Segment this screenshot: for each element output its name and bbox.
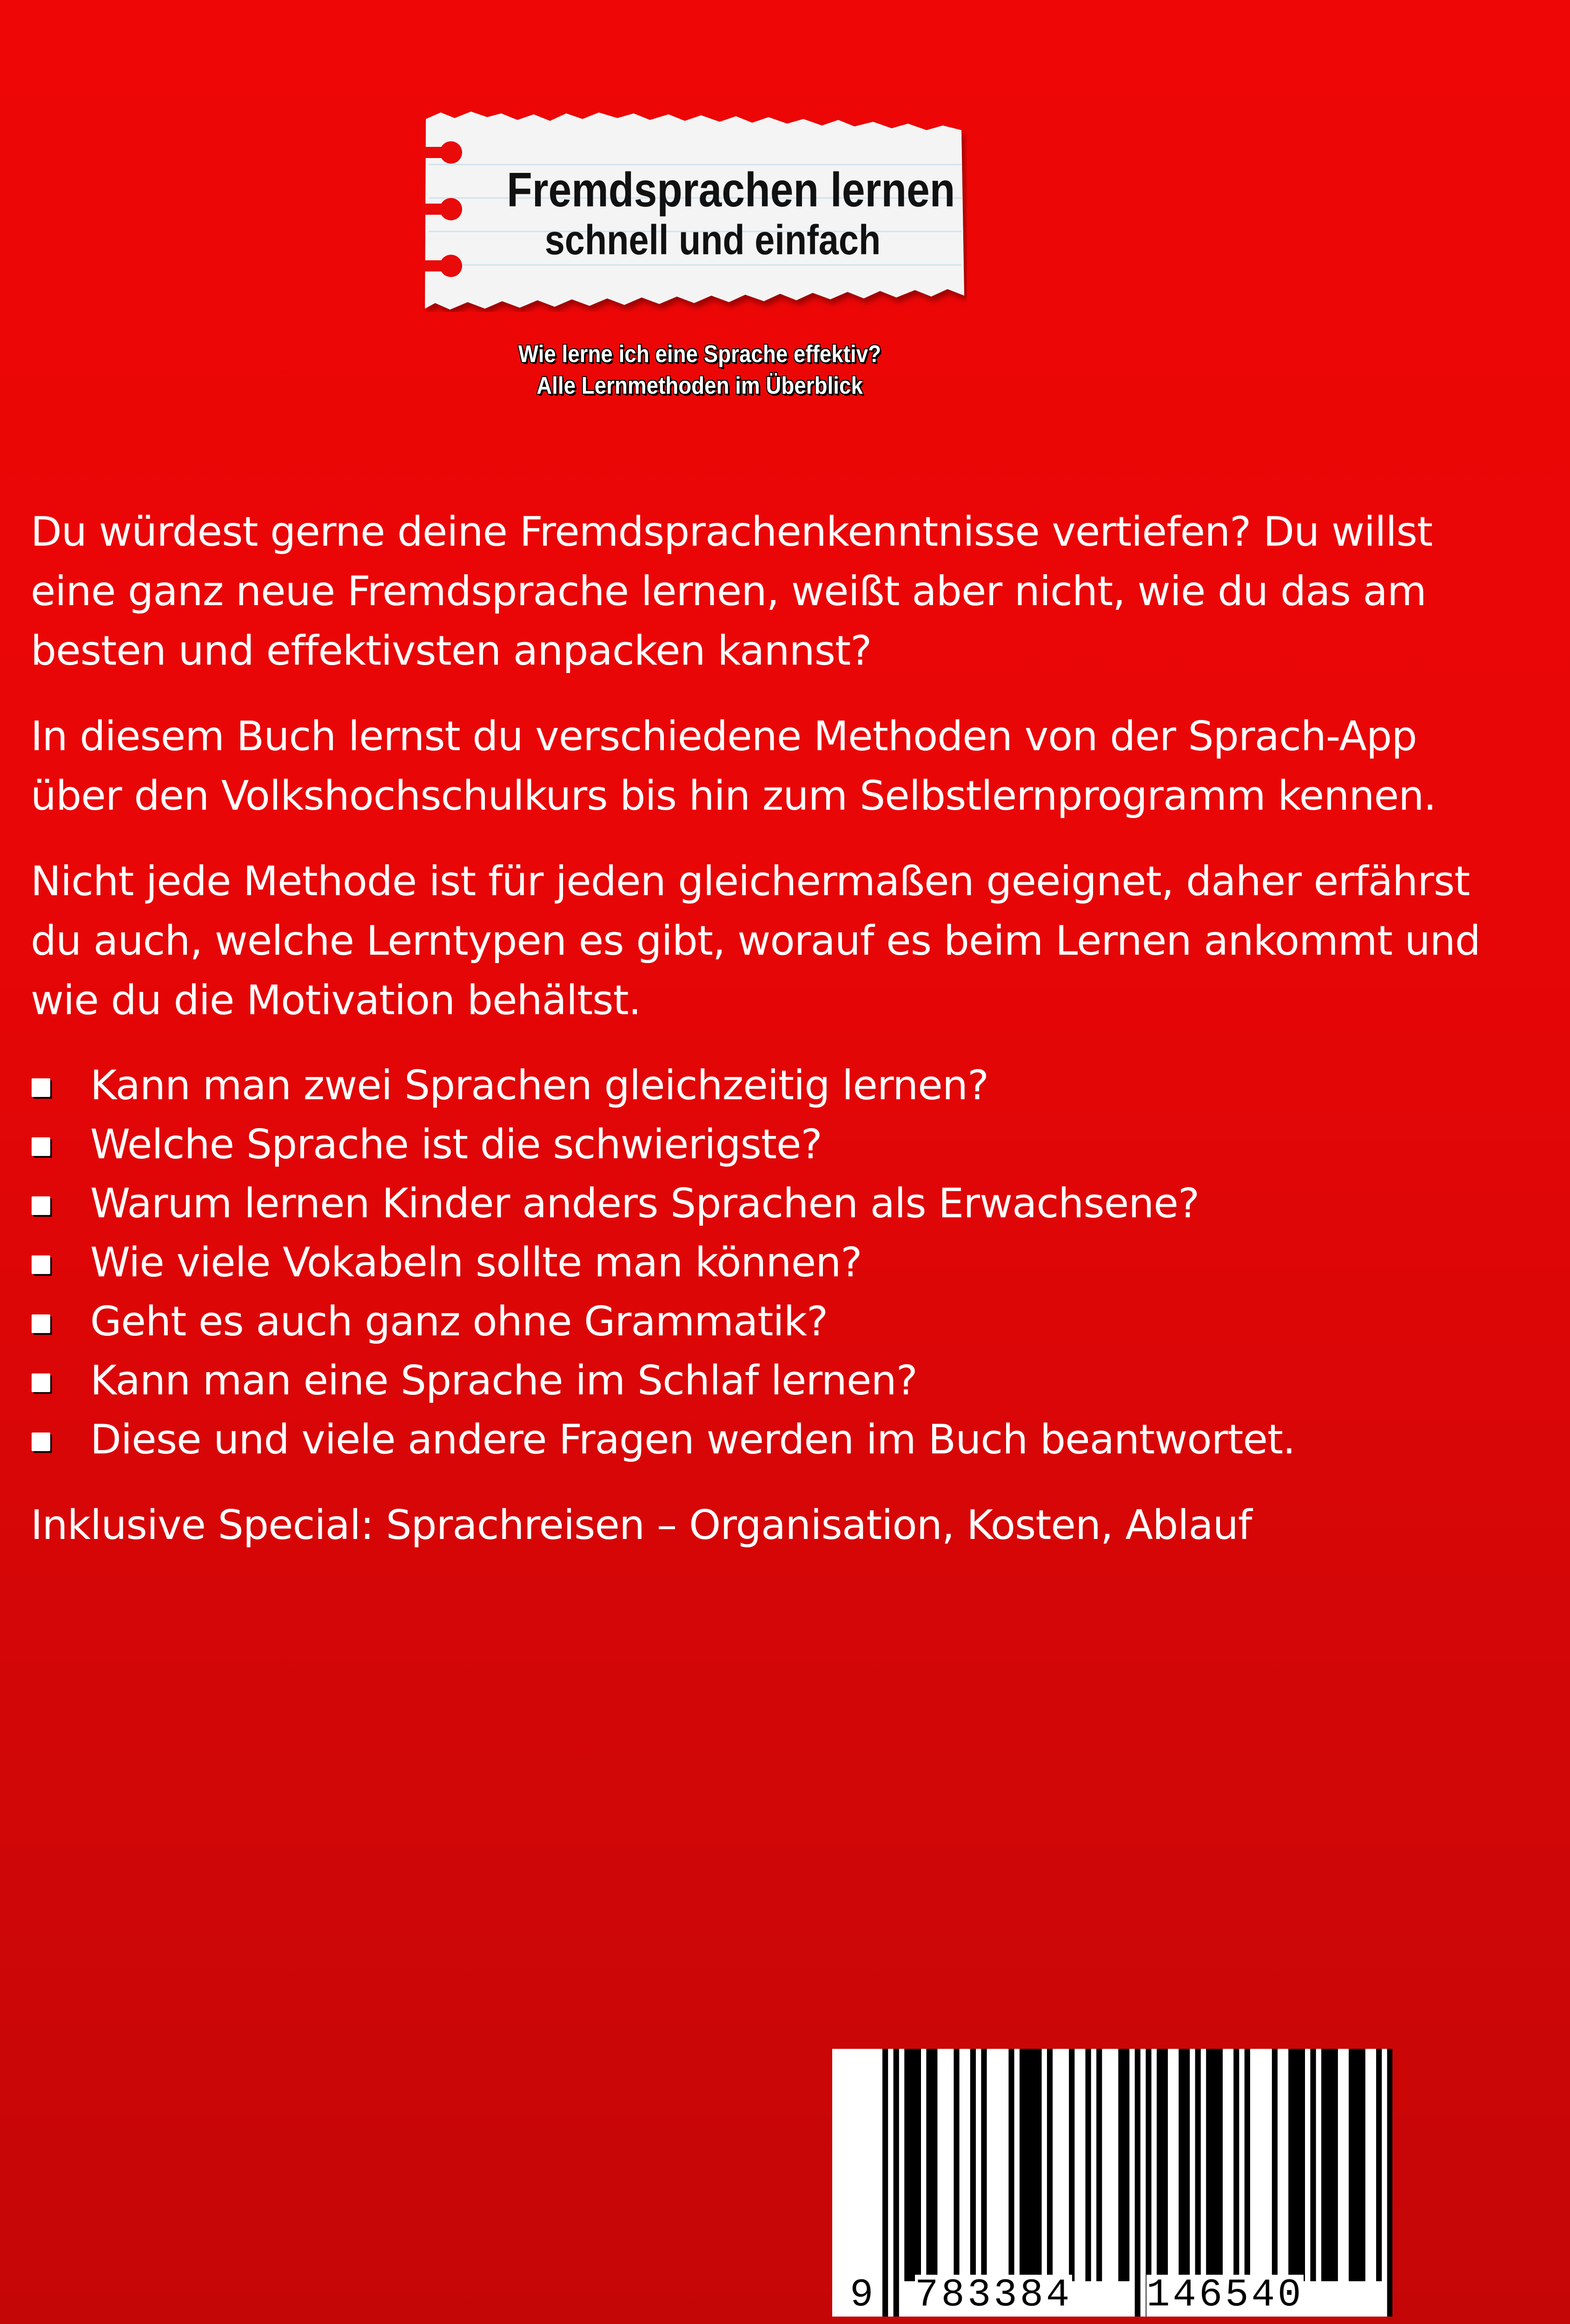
book-title-line-1: Fremdsprachen lernen — [507, 163, 955, 217]
barcode-bar — [1327, 2049, 1332, 2281]
list-item-text: Wie viele Vokabeln sollte man können? — [90, 1239, 862, 1286]
barcode-bar — [915, 2049, 921, 2281]
title-note — [422, 110, 967, 312]
list-item-text: Warum lernen Kinder anders Sprachen als Erwachsene? — [90, 1180, 1199, 1227]
barcode-bar — [1299, 2049, 1305, 2281]
barcode-bar — [1162, 2049, 1168, 2281]
barcode-bar — [1349, 2049, 1354, 2281]
barcode-bar — [1376, 2049, 1382, 2281]
book-title-line-2: schnell und einfach — [544, 217, 881, 264]
barcode-bar — [1217, 2049, 1223, 2281]
list-item-text: Diese und viele andere Fragen werden im Buch beantwortet. — [90, 1416, 1295, 1463]
checkbox-bullet-icon — [32, 1255, 50, 1274]
question-list — [31, 1056, 1481, 1469]
special-note: Inklusive Special: Sprachreisen – Organisation, Kosten, Ablauf — [31, 1501, 1252, 1549]
barcode-bar — [1025, 2049, 1031, 2281]
checkbox-bullet-icon — [32, 1078, 50, 1097]
barcode-bar — [1288, 2049, 1294, 2281]
methods-paragraph: In diesem Buch lernst du verschiedene Methoden von der Sprach-App über den Volkshochschulkurs bis hin zum Selbstlernprogramm kennen. — [31, 713, 1436, 819]
barcode-bar — [1086, 2049, 1091, 2281]
barcode-bar — [1047, 2049, 1053, 2281]
checkbox-bullet-icon — [32, 1433, 50, 1451]
barcode-first-digit: 9 — [850, 2273, 874, 2317]
checkbox-bullet-icon — [32, 1314, 50, 1333]
barcode-bar — [1332, 2049, 1338, 2281]
barcode-bar — [1294, 2049, 1299, 2281]
list-item-text: Kann man zwei Sprachen gleichzeitig lernen? — [90, 1062, 989, 1109]
barcode-bar — [981, 2049, 987, 2281]
list-item — [31, 1233, 1481, 1292]
list-item — [31, 1115, 1481, 1174]
barcode-bar — [1233, 2049, 1239, 2281]
subtitle-line-2: Alle Lernmethoden im Überblick — [537, 372, 863, 399]
blurb — [31, 502, 1481, 1555]
barcode-bar — [1069, 2049, 1074, 2281]
barcode-bar — [1212, 2049, 1217, 2281]
barcode-bar — [1206, 2049, 1212, 2281]
barcode-bar — [1008, 2049, 1014, 2281]
barcode-bar — [1272, 2049, 1278, 2281]
barcode-bar — [1310, 2049, 1316, 2281]
barcode-bar — [1179, 2049, 1184, 2281]
barcode-bar — [904, 2049, 910, 2281]
isbn-barcode — [832, 2049, 1392, 2317]
barcode-bar — [1245, 2049, 1250, 2281]
barcode-bar — [1036, 2049, 1041, 2281]
barcode-bar — [1360, 2049, 1365, 2281]
barcode-bar — [1195, 2049, 1201, 2281]
barcode-bar — [1124, 2049, 1129, 2281]
barcode-bar — [1157, 2049, 1162, 2281]
barcode-bar — [910, 2049, 915, 2281]
barcode-left-digits: 783384 — [915, 2273, 1073, 2317]
checkbox-bullet-icon — [32, 1196, 50, 1215]
barcode-guard-bar — [1387, 2049, 1392, 2317]
intro-paragraph: Du würdest gerne deine Fremdsprachenkenntnisse vertiefen? Du willst eine ganz neue Fremdsprache lernen, weißt aber nicht, wie du das am besten und effektivsten anpacken kannst? — [31, 508, 1433, 674]
list-item — [31, 1351, 1481, 1410]
barcode-bar — [1354, 2049, 1360, 2281]
list-item — [31, 1410, 1481, 1469]
barcode-bar — [932, 2049, 937, 2281]
barcode-bar — [1321, 2049, 1327, 2281]
barcode-bar — [1118, 2049, 1124, 2281]
checkbox-bullet-icon — [32, 1137, 50, 1156]
barcode-bar — [970, 2049, 976, 2281]
list-item — [31, 1056, 1481, 1115]
barcode-bar — [1184, 2049, 1190, 2281]
list-item — [31, 1292, 1481, 1351]
barcode-bar — [954, 2049, 959, 2281]
barcode-bar — [926, 2049, 932, 2281]
barcode-right-digits: 146540 — [1146, 2273, 1304, 2317]
barcode-bar — [1020, 2049, 1025, 2281]
barcode-bar — [1031, 2049, 1036, 2281]
list-item-text: Welche Sprache ist die schwierigste? — [90, 1121, 822, 1168]
barcode-guard-bar — [894, 2049, 899, 2317]
barcode-guard-bar — [882, 2049, 888, 2317]
checkbox-bullet-icon — [32, 1373, 50, 1392]
subtitle-line-1: Wie lerne ich eine Sprache effektiv? — [518, 341, 881, 368]
barcode-guard-bar — [1135, 2049, 1140, 2317]
barcode-bar — [1096, 2049, 1102, 2281]
list-item — [31, 1174, 1481, 1233]
list-item-text: Geht es auch ganz ohne Grammatik? — [90, 1298, 828, 1345]
list-item-text: Kann man eine Sprache im Schlaf lernen? — [90, 1357, 917, 1404]
learner-types-paragraph: Nicht jede Methode ist für jeden gleichermaßen geeignet, daher erfährst du auch, welche Lerntypen es gibt, worauf es beim Lernen ankommt und wie du die Motivation behältst. — [31, 858, 1480, 1024]
